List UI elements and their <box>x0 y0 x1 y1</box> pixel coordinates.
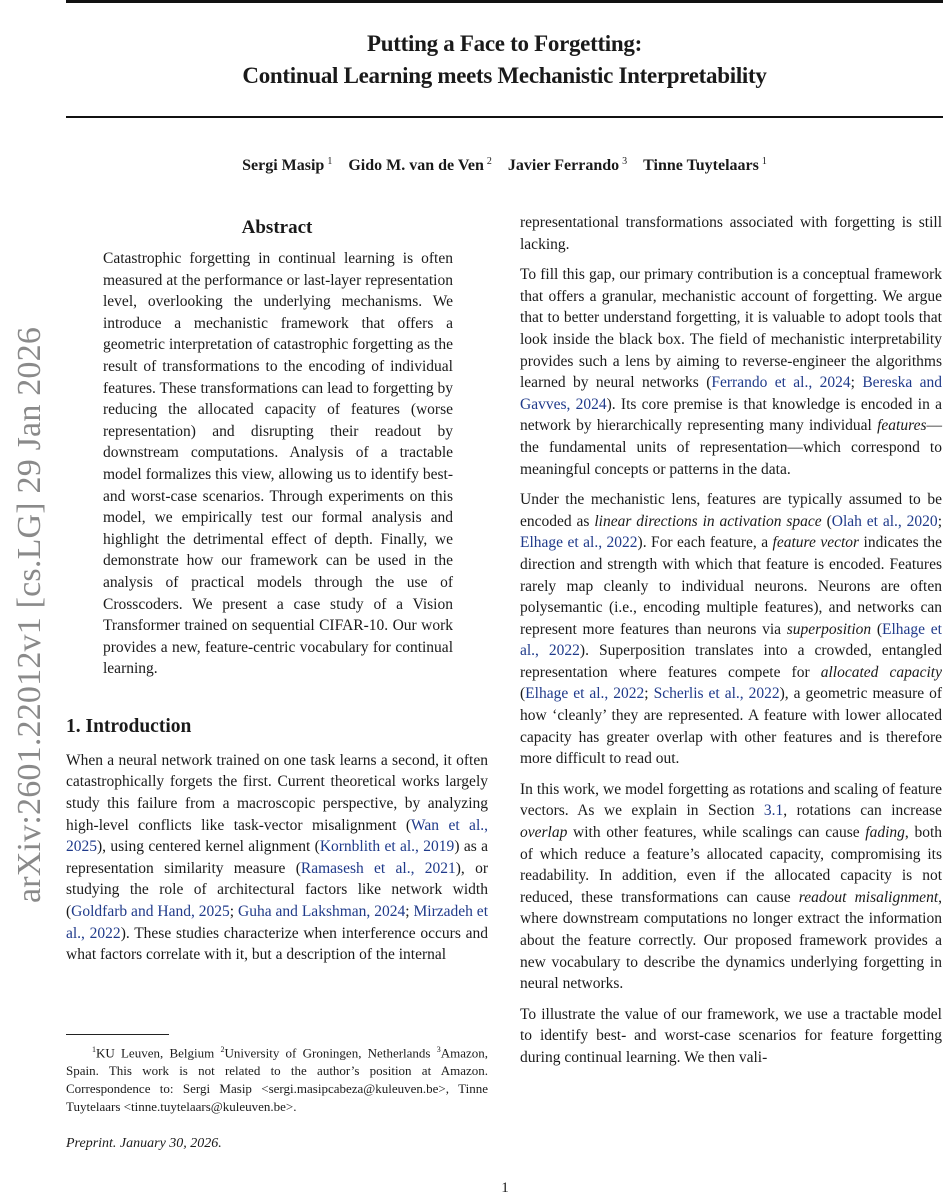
intro-paragraph-4: In this work, we model forgetting as rotations and scaling of feature vectors. As we explain in Section 3.1, rotations can increase overlap with other features, while scalings can cause fading, both of which reduce a feature’s allocated capacity, compromising its readability. In addition, even if the allocated capacity is not reduced, these transformations can cause readout misalignment, where downstream computations no longer extract the information about the feature correctly. Our proposed framework provides a new vocabulary to describe the dynamics underlying forgetting in neural networks. <box>520 780 942 993</box>
citation-link[interactable]: Ferrando et al., 2024 <box>711 374 851 392</box>
citation-link[interactable]: Ramasesh et al., 2021 <box>300 859 456 877</box>
author: Tinne Tuytelaars $^1$ <box>643 156 767 175</box>
citation-link[interactable]: Goldfarb and Hand, 2025 <box>71 903 230 921</box>
intro-paragraph-1: When a neural network trained on one task learns a second, it often catastrophically forgets the first. Current theoretical works largely study this failure from a macroscopic perspective, by analyzing high-level conflicts like task-vector misalignment (Wan et al., 2025), using centered kernel alignment (Kornblith et al., 2019) as a representation similarity measure (Ramasesh et al., 2021), or studying the role of architectural factors like network width (Goldfarb and Hand, 2025; Guha and Lakshman, 2024; Mirzadeh et al., 2022). These studies characterize when interference occurs and what factors correlate with it, but a description of the internal <box>66 751 488 964</box>
citation-link[interactable]: Bereska and Gavves, 2024 <box>520 374 942 413</box>
citation-link[interactable]: Mirzadeh et al., 2022 <box>66 903 488 942</box>
intro-paragraph-2: To fill this gap, our primary contribution is a conceptual framework that offers a granular, mechanistic account of forgetting. We argue that to better understand forgetting, it is valuable to adopt tools that look inside the black box. The field of mechanistic interpretability provides such a lens by aiming to reverse-engineer the algorithms learned by neural networks (Ferrando et al., 2024; Bereska and Gavves, 2024). Its core premise is that knowledge is encoded in a network by hierarchically representing many individual features—the fundamental units of representation—which correspond to meaningful concepts or patterns in the data. <box>520 266 942 478</box>
citation-link[interactable]: Elhage et al., 2022 <box>520 620 942 660</box>
intro-paragraph-1-continued: representational transformations associated with forgetting is still lacking. <box>520 214 942 253</box>
citation-link[interactable]: Elhage et al., 2022 <box>525 685 645 703</box>
author: Javier Ferrando $^3$ <box>507 156 628 175</box>
intro-paragraph-3: Under the mechanistic lens, features are typically assumed to be encoded as linear directions in activation space (Olah et al., 2020; Elhage et al., 2022). For each feature, a feature vector indicates the direction and strength with which that feature is encoded. Features rarely map cleanly to individual neurons. Neurons are often polysemantic (i.e., encoding multiple features), and networks can represent more features than neurons via superposition (Elhage et al., 2022). Superposition translates into a crowded, entangled representation where features compete for allocated capacity (Elhage et al., 2022; Scherlis et al., 2022), a geometric measure of how ‘cleanly’ they are represented. A feature with lower allocated capacity has greater overlap with other features and is therefore more difficult to read out. <box>520 491 943 768</box>
citation-link[interactable]: Olah et al., 2020 <box>831 512 938 530</box>
title-rule-top <box>66 0 943 3</box>
title-line-1: Putting a Face to Forgetting: <box>367 31 642 56</box>
abstract-heading: Abstract <box>241 217 313 238</box>
section-link[interactable]: 3.1 <box>763 802 784 820</box>
paper-title <box>66 28 943 92</box>
footnote-area <box>66 1026 488 1152</box>
author-list <box>66 156 943 175</box>
page-number: 1 <box>501 1180 509 1196</box>
citation-link[interactable]: Guha and Lakshman, 2024 <box>238 903 406 921</box>
intro-paragraph-5: To illustrate the value of our framework, we use a tractable model to identify best- and worst-case scenarios for feature forgetting during continual learning. We then vali- <box>520 1005 942 1066</box>
citation-link[interactable]: Wan et al., 2025 <box>66 816 488 856</box>
citation-link[interactable]: Elhage et al., 2022 <box>520 534 638 552</box>
arxiv-stamp: arXiv:2601.22012v1 [cs.LG] 29 Jan 2026 <box>11 326 48 904</box>
left-column <box>66 212 488 966</box>
citation-link[interactable]: Kornblith et al., 2019 <box>319 838 455 856</box>
section-heading-introduction: 1. Introduction <box>66 715 192 737</box>
title-line-2: Continual Learning meets Mechanistic Interpretability <box>242 63 767 88</box>
author: Sergi Masip $^1$ <box>242 156 333 175</box>
abstract-text: Catastrophic forgetting in continual learning is often measured at the performance or last-layer representation level, overlooking the underlying mechanisms. We introduce a mechanistic framework that offers a geometric interpretation of catastrophic forgetting as the result of transformations to the encoding of individual features. These transformations can lead to forgetting by reducing the allocated capacity of features (worse representation) and disrupting their readout by downstream computations. Analysis of a tractable model formalizes this view, allowing us to identify best- and worst-case scenarios. Through experiments on this model, we empirically test our formal analysis and highlight the detrimental effect of depth. Finally, we demonstrate how our framework can be used in the analysis of practical models through the use of Crosscoders. We present a case study of a Vision Transformer trained on sequential CIFAR-10. Our work provides a new, feature-centric vocabulary for continual learning. <box>103 250 453 678</box>
preprint-note: Preprint. January 30, 2026. <box>66 1136 222 1152</box>
author: Gido M. van de Ven $^2$ <box>348 156 492 175</box>
citation-link[interactable]: Scherlis et al., 2022 <box>653 685 780 703</box>
right-column <box>520 212 942 1069</box>
title-rule-bottom <box>66 116 943 118</box>
affiliation-footnote: $^1$KU Leuven, Belgium $^2$University of Groningen, Netherlands $^3$Amazon, Spain. This work is not related to the author’s position at Amazon. Correspondence to: Sergi Masip <sergi.masipcabeza@kuleuven.be>, Tinne Tuytelaars <tinne.tuytelaars@kuleuven.be>. <box>66 1045 488 1115</box>
footnote-rule <box>66 1034 169 1035</box>
